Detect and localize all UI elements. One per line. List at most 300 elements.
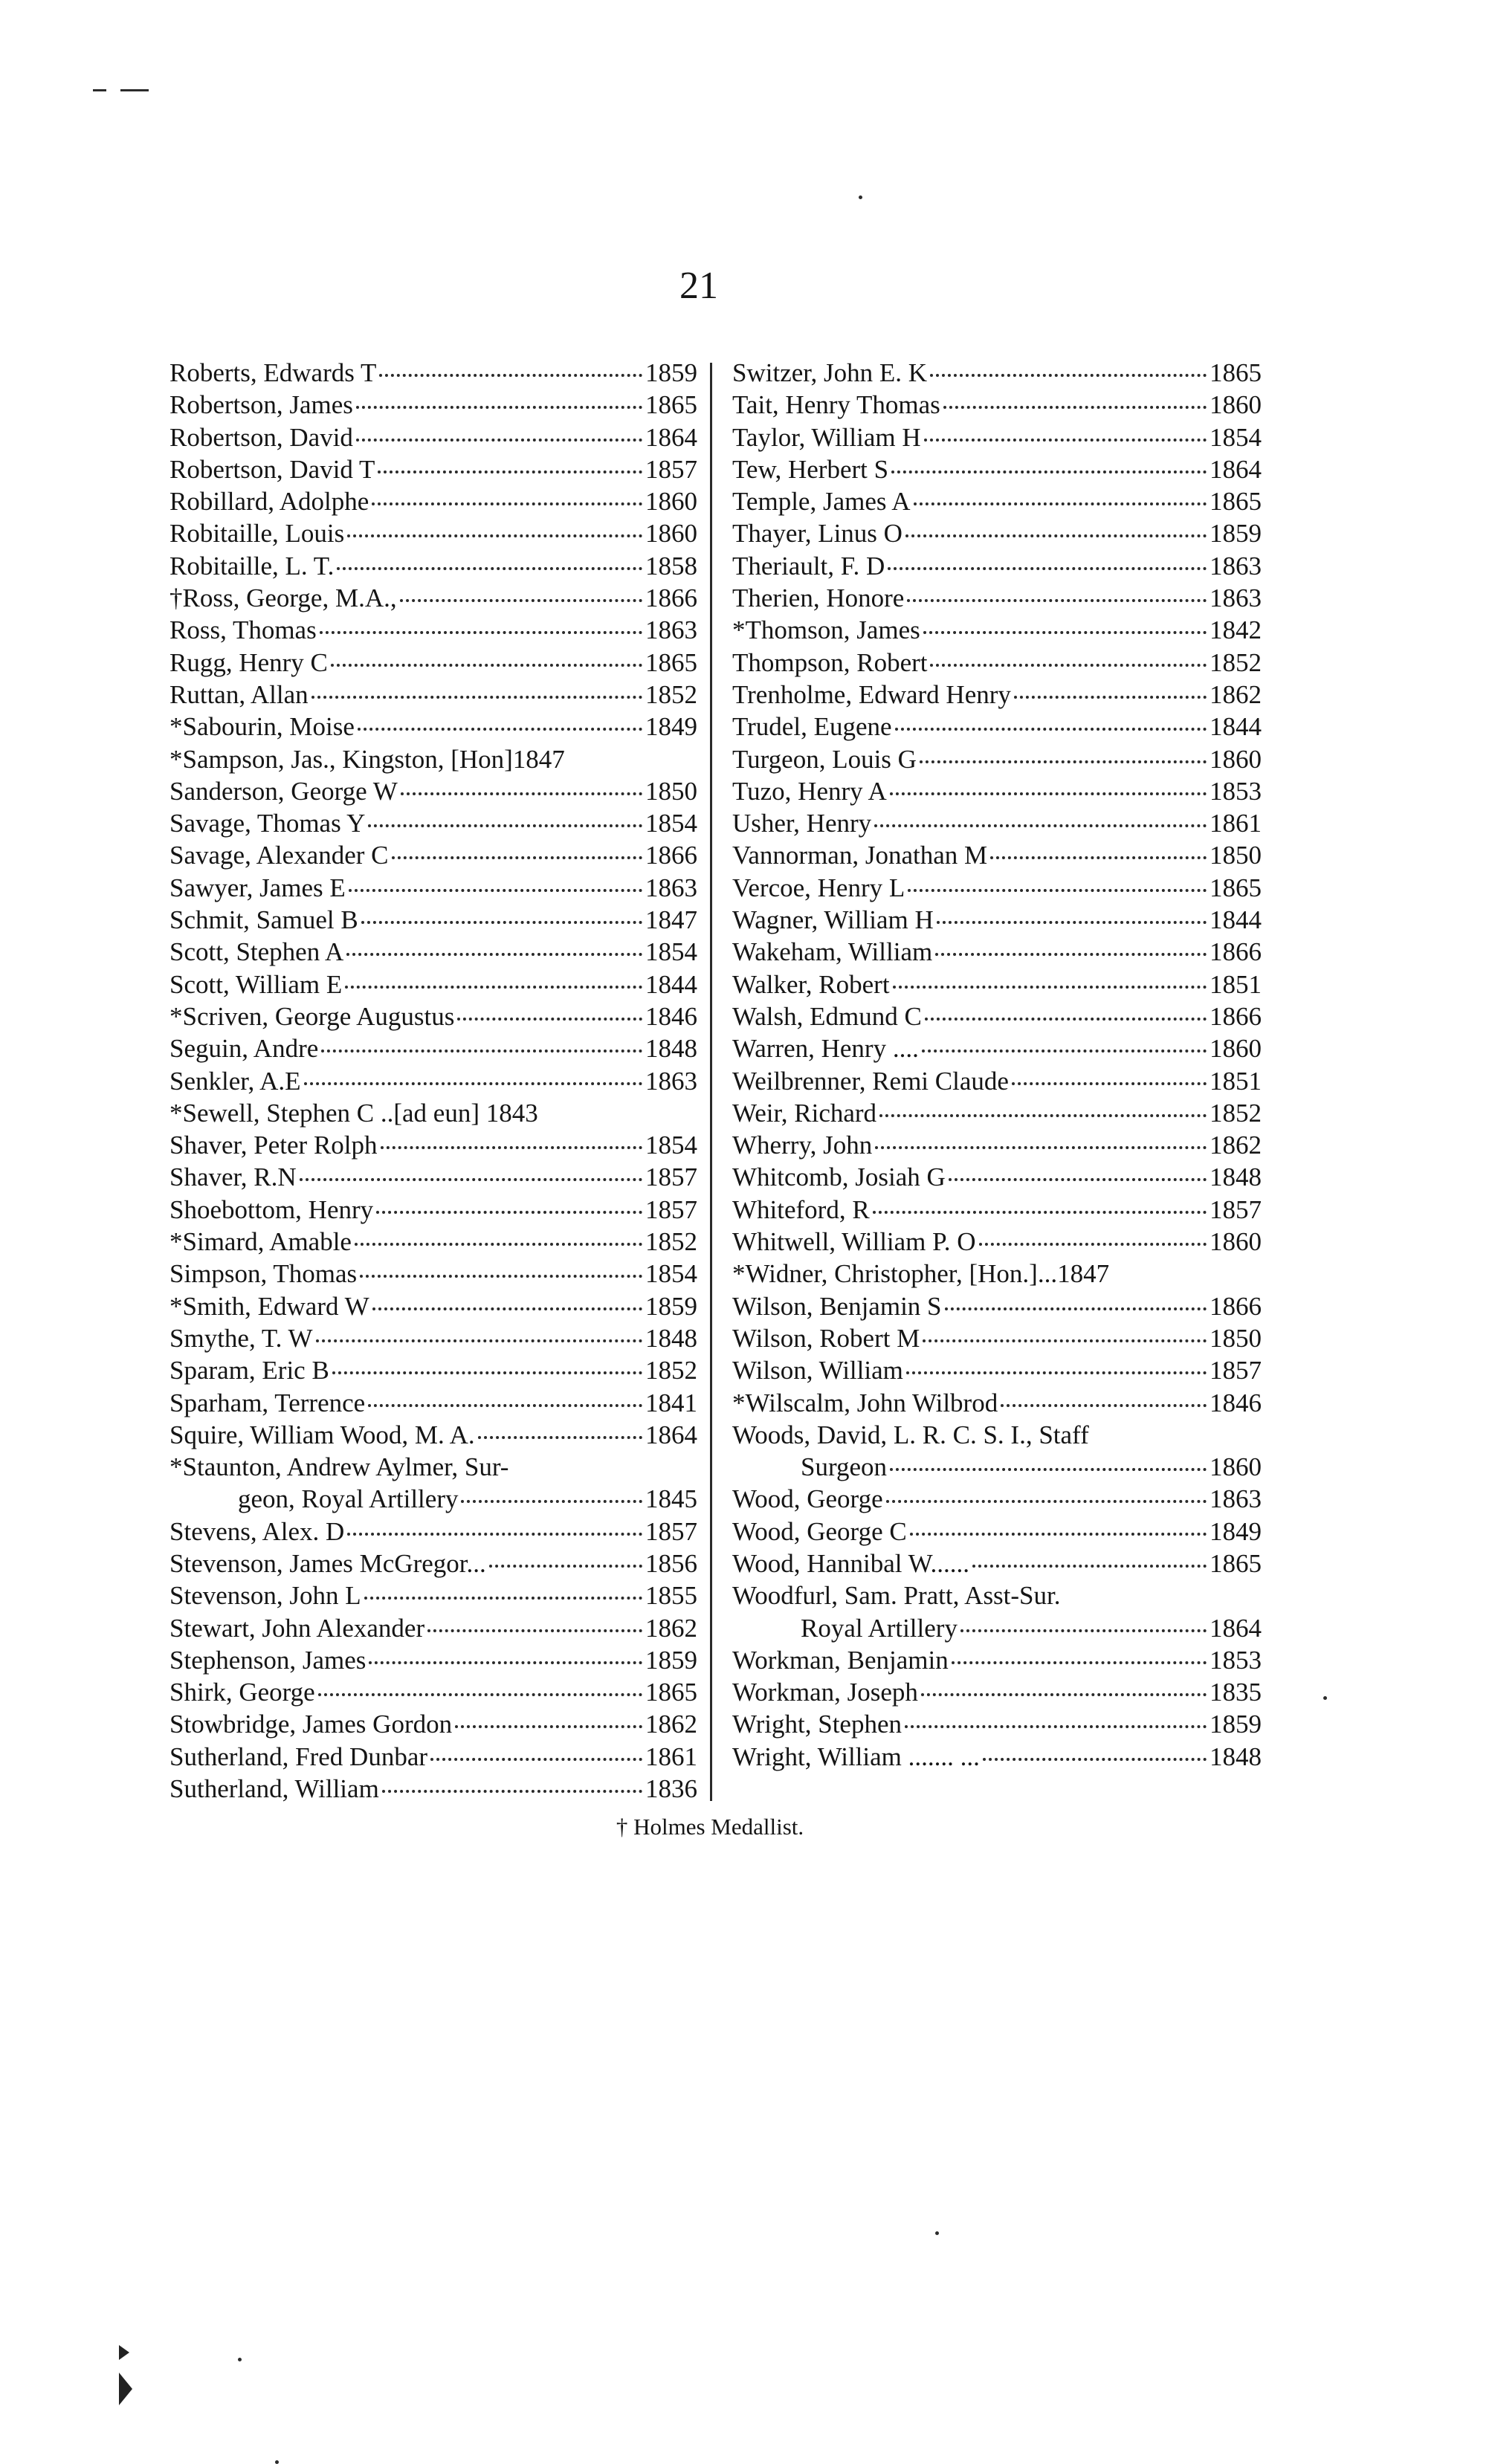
register-entry — [732, 679, 1262, 711]
register-entry — [732, 1097, 1262, 1129]
entry-name: Sutherland, Fred Dunbar — [169, 1742, 428, 1771]
entry-name: Stevenson, James McGregor... — [169, 1548, 486, 1578]
register-entry — [169, 1516, 697, 1548]
entry-year: 1853 — [1210, 776, 1262, 806]
dot-leader — [879, 1114, 1207, 1117]
dot-leader — [372, 502, 642, 505]
entry-year: 1863 — [1210, 583, 1262, 613]
register-entry — [169, 679, 697, 711]
entry-name: Walker, Robert — [732, 969, 890, 999]
entry-name: Shaver, Peter Rolph — [169, 1131, 378, 1160]
entry-year: 1863 — [645, 873, 697, 902]
entry-year: 1848 — [645, 1323, 697, 1353]
dot-leader — [400, 599, 642, 602]
entry-year: 1854 — [645, 937, 697, 967]
dot-leader — [381, 1146, 642, 1149]
register-entry — [732, 453, 1262, 485]
entry-year: 1848 — [645, 1034, 697, 1064]
register-entry — [732, 1226, 1262, 1258]
register-entry — [169, 647, 697, 679]
entry-name: Schmit, Samuel B — [169, 905, 358, 935]
entry-name: Warren, Henry .... — [732, 1034, 919, 1064]
dot-leader — [356, 406, 642, 409]
entry-name: Wood, George — [732, 1484, 883, 1514]
dot-leader — [937, 921, 1207, 924]
entry-year: 1857 — [1210, 1194, 1262, 1224]
entry-year: 1860 — [1210, 1227, 1262, 1257]
entry-year: 1865 — [1210, 358, 1262, 387]
entry-name: *Simard, Amable — [169, 1227, 352, 1257]
dot-leader — [873, 1211, 1207, 1214]
entry-year: 1860 — [645, 487, 697, 517]
dot-leader — [427, 1629, 642, 1632]
stray-dot — [859, 195, 862, 199]
register-entry — [169, 1708, 697, 1740]
register-entry — [732, 936, 1262, 968]
entry-name: Roberts, Edwards T — [169, 358, 377, 387]
entry-name: Temple, James A — [732, 487, 911, 517]
entry-name: Wakeham, William — [732, 937, 933, 967]
register-entry — [169, 1676, 697, 1708]
entry-name: Wilson, Benjamin S — [732, 1291, 942, 1321]
entry-name: Ross, Thomas — [169, 615, 317, 645]
register-entry — [169, 614, 697, 646]
entry-year: 1844 — [645, 969, 697, 999]
register-entry — [169, 936, 697, 968]
entry-year: 1864 — [1210, 454, 1262, 484]
dot-leader — [930, 664, 1207, 667]
register-entry — [169, 839, 697, 871]
entry-name: Robertson, James — [169, 390, 353, 420]
entry-year: 1856 — [645, 1548, 697, 1578]
stray-dot — [238, 2358, 242, 2361]
dot-leader — [922, 1050, 1207, 1052]
dot-leader — [321, 1050, 642, 1052]
entry-name: Shaver, R.N — [169, 1163, 297, 1192]
dot-leader — [346, 953, 642, 956]
dot-leader — [906, 1371, 1207, 1374]
entry-name: Whitwell, William P. O — [732, 1227, 976, 1257]
register-entry — [169, 711, 697, 743]
entry-name: Weir, Richard — [732, 1098, 877, 1128]
dot-leader — [401, 792, 642, 795]
entry-year: 1864 — [645, 1420, 697, 1449]
entry-year: 1852 — [645, 679, 697, 709]
entry-name: Therien, Honore — [732, 583, 905, 613]
entry-name: Robitaille, L. T. — [169, 551, 335, 581]
entry-year: 1857 — [1210, 1356, 1262, 1385]
register-entry — [169, 357, 697, 389]
register-entry — [169, 1194, 697, 1226]
entry-year: 1859 — [1210, 1710, 1262, 1739]
entry-name: Wright, Stephen — [732, 1710, 902, 1739]
register-entry — [732, 1129, 1262, 1161]
dot-leader — [304, 1082, 643, 1085]
dot-leader — [478, 1436, 642, 1439]
register-entry — [732, 839, 1262, 871]
register-entry — [732, 357, 1262, 389]
dot-leader — [355, 1243, 642, 1246]
register-entry — [169, 1354, 697, 1386]
register-entry — [732, 389, 1262, 421]
page-number: 21 — [679, 265, 718, 307]
entry-year: 1852 — [645, 1227, 697, 1257]
entry-name: Royal Artillery — [801, 1613, 958, 1643]
entry-year: 1863 — [1210, 551, 1262, 581]
dot-leader — [914, 502, 1207, 505]
entry-name: Wilson, Robert M — [732, 1323, 920, 1353]
register-entry — [169, 421, 697, 453]
entry-year: 1845 — [645, 1484, 697, 1514]
entry-name: Stevens, Alex. D — [169, 1516, 345, 1546]
entry-name: Wood, George C — [732, 1516, 907, 1546]
dot-leader — [368, 1404, 642, 1407]
register-entry — [169, 969, 697, 1000]
dot-leader — [316, 1339, 643, 1342]
register-entry — [169, 550, 697, 582]
register-entry — [169, 1065, 697, 1097]
register-entry — [169, 775, 697, 807]
register-entry — [732, 775, 1262, 807]
stray-mark — [120, 89, 149, 91]
footnote: † Holmes Medallist. — [616, 1814, 804, 1840]
dot-leader — [378, 471, 642, 473]
entry-year: 1866 — [1210, 937, 1262, 967]
register-entry — [732, 647, 1262, 679]
dot-leader — [924, 439, 1207, 442]
entry-name: *Sewell, Stephen C ..[ad eun] 1843 — [169, 1098, 538, 1128]
register-entry — [169, 1419, 697, 1451]
margin-arrow-icon — [119, 2373, 132, 2405]
dot-leader — [905, 534, 1207, 537]
entry-year: 1860 — [1210, 390, 1262, 420]
entry-year: 1851 — [1210, 1066, 1262, 1096]
entry-year: 1849 — [645, 712, 697, 742]
entry-year: 1865 — [1210, 873, 1262, 902]
entry-year: 1862 — [1210, 1131, 1262, 1160]
register-entry — [169, 1773, 697, 1805]
entry-year: 1849 — [1210, 1516, 1262, 1546]
entry-year: 1863 — [645, 615, 697, 645]
register-entry — [732, 743, 1262, 775]
entry-name: Simpson, Thomas — [169, 1259, 358, 1289]
dot-leader — [972, 1565, 1207, 1568]
entry-year: 1859 — [1210, 519, 1262, 549]
dot-leader — [368, 824, 642, 827]
stray-dot — [935, 2231, 939, 2235]
entry-name: Trudel, Eugene — [732, 712, 892, 742]
entry-name: *Sampson, Jas., Kingston, [Hon]1847 — [169, 744, 565, 774]
entry-name: Savage, Alexander C — [169, 841, 389, 870]
entry-name: Switzer, John E. K — [732, 358, 928, 387]
dot-leader — [364, 1597, 642, 1600]
entry-year: 1857 — [645, 1194, 697, 1224]
entry-year: 1854 — [645, 809, 697, 838]
entry-name: Seguin, Andre — [169, 1034, 319, 1064]
entry-year: 1836 — [645, 1774, 697, 1804]
dot-leader — [905, 1725, 1207, 1728]
entry-name: Wood, Hannibal W...... — [732, 1548, 969, 1578]
entry-year: 1847 — [645, 905, 697, 935]
dot-leader — [935, 953, 1207, 956]
entry-name: Trenholme, Edward Henry — [732, 679, 1011, 709]
entry-year: 1848 — [1210, 1163, 1262, 1192]
entry-year: 1844 — [1210, 712, 1262, 742]
entry-year: 1865 — [645, 647, 697, 677]
dot-leader — [349, 889, 642, 892]
entry-name: Stevenson, John L — [169, 1581, 361, 1611]
entry-year: 1852 — [1210, 647, 1262, 677]
dot-leader — [361, 921, 642, 924]
left-name-column — [169, 357, 697, 1805]
register-entry — [732, 1000, 1262, 1032]
entry-name: Wherry, John — [732, 1131, 873, 1160]
entry-name: Savage, Thomas Y — [169, 809, 366, 838]
register-entry — [732, 1612, 1262, 1644]
entry-year: 1862 — [645, 1613, 697, 1643]
entry-year: 1852 — [1210, 1098, 1262, 1128]
dot-leader — [461, 1500, 642, 1503]
register-entry — [732, 1579, 1262, 1611]
entry-name: *Widner, Christopher, [Hon.]...1847 — [732, 1259, 1110, 1289]
entry-year: 1865 — [1210, 487, 1262, 517]
dot-leader — [331, 664, 642, 667]
entry-name: Vercoe, Henry L — [732, 873, 905, 902]
column-divider — [710, 363, 712, 1801]
dot-leader — [910, 1533, 1207, 1536]
entry-year: 1860 — [1210, 744, 1262, 774]
register-entry — [732, 1387, 1262, 1419]
entry-name: Shoebottom, Henry — [169, 1194, 374, 1224]
entry-year: 1865 — [1210, 1548, 1262, 1578]
entry-year: 1854 — [645, 1131, 697, 1160]
register-entry — [732, 1676, 1262, 1708]
entry-name: Sparam, Eric B — [169, 1356, 329, 1385]
dot-leader — [372, 1307, 642, 1310]
entry-name: *Smith, Edward W — [169, 1291, 369, 1321]
entry-year: 1859 — [645, 358, 697, 387]
register-entry — [732, 904, 1262, 936]
register-entry — [732, 1516, 1262, 1548]
entry-year: 1857 — [645, 454, 697, 484]
entry-year: 1854 — [1210, 422, 1262, 452]
dot-leader — [369, 1661, 642, 1664]
dot-leader — [347, 534, 642, 537]
dot-leader — [923, 1339, 1207, 1342]
register-entry — [169, 582, 697, 614]
entry-year: 1859 — [645, 1645, 697, 1675]
entry-name: Wilson, William — [732, 1356, 903, 1385]
entry-year: 1861 — [645, 1742, 697, 1771]
entry-name: Senkler, A.E — [169, 1066, 301, 1096]
entry-name: Tait, Henry Thomas — [732, 390, 940, 420]
dot-leader — [300, 1178, 642, 1181]
dot-leader — [318, 1693, 642, 1696]
entry-name: Rugg, Henry C — [169, 647, 328, 677]
entry-name: Usher, Henry — [732, 809, 872, 838]
entry-name: Whiteford, R — [732, 1194, 870, 1224]
entry-name: Squire, William Wood, M. A. — [169, 1420, 475, 1449]
dot-leader — [1014, 696, 1207, 699]
entry-year: 1866 — [645, 841, 697, 870]
entry-name: Wagner, William H — [732, 905, 934, 935]
dot-leader — [392, 856, 643, 859]
entry-name: *Wilscalm, John Wilbrod — [732, 1388, 998, 1417]
dot-leader — [930, 374, 1207, 377]
register-entry — [169, 1451, 697, 1483]
dot-leader — [874, 824, 1207, 827]
dot-leader — [430, 1758, 642, 1761]
register-entry — [169, 1290, 697, 1322]
register-entry — [169, 1161, 697, 1193]
entry-year: 1851 — [1210, 969, 1262, 999]
entry-name: Sanderson, George W — [169, 776, 398, 806]
dot-leader — [886, 1500, 1207, 1503]
entry-year: 1863 — [645, 1066, 697, 1096]
entry-year: 1850 — [1210, 1323, 1262, 1353]
dot-leader — [337, 567, 642, 570]
register-entry — [169, 485, 697, 517]
entry-year: 1865 — [645, 390, 697, 420]
entry-name: Woods, David, L. R. C. S. I., Staff — [732, 1420, 1089, 1449]
dot-leader — [925, 1018, 1207, 1021]
dot-leader — [455, 1725, 642, 1728]
entry-name: Tew, Herbert S — [732, 454, 889, 484]
register-entry — [169, 743, 697, 775]
register-entry — [732, 1322, 1262, 1354]
stray-dot — [1323, 1696, 1327, 1700]
entry-year: 1864 — [1210, 1613, 1262, 1643]
entry-name: Tuzo, Henry A — [732, 776, 887, 806]
entry-name: Sparham, Terrence — [169, 1388, 366, 1417]
dot-leader — [360, 1275, 642, 1278]
register-entry — [169, 1097, 697, 1129]
register-entry — [169, 517, 697, 549]
register-entry — [732, 517, 1262, 549]
dot-leader — [332, 1371, 642, 1374]
register-entry — [732, 1644, 1262, 1676]
entry-name: †Ross, George, M.A., — [169, 583, 397, 613]
dot-leader — [1001, 1404, 1207, 1407]
register-entry — [732, 1354, 1262, 1386]
register-entry — [732, 1032, 1262, 1064]
dot-leader — [358, 728, 642, 731]
entry-name: Smythe, T. W — [169, 1323, 313, 1353]
entry-name: Scott, William E — [169, 969, 343, 999]
entry-name: Walsh, Edmund C — [732, 1001, 922, 1031]
entry-year: 1857 — [645, 1516, 697, 1546]
register-entry — [732, 872, 1262, 904]
dot-leader — [382, 1790, 642, 1793]
entry-year: 1855 — [645, 1581, 697, 1611]
stray-mark — [93, 89, 106, 91]
dot-leader — [908, 889, 1207, 892]
entry-year: 1852 — [645, 1356, 697, 1385]
entry-year: 1857 — [645, 1163, 697, 1192]
entry-name: Scott, Stephen A — [169, 937, 344, 967]
register-entry — [169, 1258, 697, 1290]
entry-name: Stowbridge, James Gordon — [169, 1710, 453, 1739]
dot-leader — [1012, 1082, 1207, 1085]
register-entry — [169, 1322, 697, 1354]
register-entry — [732, 711, 1262, 743]
entry-name: Wright, William ....... ... — [732, 1742, 980, 1771]
register-entry — [169, 872, 697, 904]
dot-leader — [952, 1661, 1207, 1664]
entry-name: Turgeon, Louis G — [732, 744, 917, 774]
register-entry — [732, 1290, 1262, 1322]
entry-name: Thayer, Linus O — [732, 519, 903, 549]
entry-year: 1853 — [1210, 1645, 1262, 1675]
dot-leader — [356, 439, 642, 442]
entry-name: Robertson, David — [169, 422, 353, 452]
register-entry — [732, 1419, 1262, 1451]
entry-year: 1861 — [1210, 809, 1262, 838]
dot-leader — [921, 1693, 1207, 1696]
entry-year: 1860 — [645, 519, 697, 549]
entry-year: 1864 — [645, 422, 697, 452]
register-entry — [732, 1161, 1262, 1193]
entry-name: Thompson, Robert — [732, 647, 928, 677]
entry-year: 1841 — [645, 1388, 697, 1417]
entry-year: 1842 — [1210, 615, 1262, 645]
dot-leader — [920, 760, 1207, 763]
register-entry — [732, 807, 1262, 839]
entry-name: *Staunton, Andrew Aylmer, Sur- — [169, 1452, 509, 1482]
entry-name: *Thomson, James — [732, 615, 920, 645]
entry-name: Taylor, William H — [732, 422, 921, 452]
register-entry — [732, 614, 1262, 646]
dot-leader — [347, 1533, 642, 1536]
dot-leader — [891, 471, 1207, 473]
register-entry — [732, 1194, 1262, 1226]
dot-leader — [890, 1468, 1207, 1471]
entry-name: geon, Royal Artillery — [238, 1484, 459, 1514]
register-entry — [732, 582, 1262, 614]
register-entry — [169, 1644, 697, 1676]
register-entry — [169, 1226, 697, 1258]
dot-leader — [320, 631, 642, 634]
register-entry — [169, 1579, 697, 1611]
entry-name: Ruttan, Allan — [169, 679, 309, 709]
entry-year: 1846 — [645, 1001, 697, 1031]
dot-leader — [943, 406, 1207, 409]
entry-name: Woodfurl, Sam. Pratt, Asst-Sur. — [732, 1581, 1061, 1611]
entry-name: Surgeon — [801, 1452, 888, 1482]
register-entry — [732, 1548, 1262, 1579]
entry-year: 1859 — [645, 1291, 697, 1321]
entry-name: Sutherland, William — [169, 1774, 379, 1804]
register-entry — [732, 421, 1262, 453]
register-entry — [732, 1258, 1262, 1290]
register-entry — [169, 453, 697, 485]
register-entry — [732, 1708, 1262, 1740]
entry-name: Workman, Joseph — [732, 1678, 918, 1707]
entry-year: 1848 — [1210, 1742, 1262, 1771]
entry-year: 1850 — [1210, 841, 1262, 870]
dot-leader — [990, 856, 1207, 859]
entry-year: 1866 — [1210, 1001, 1262, 1031]
entry-year: 1835 — [1210, 1678, 1262, 1707]
dot-leader — [345, 986, 642, 989]
entry-year: 1862 — [645, 1710, 697, 1739]
register-entry — [169, 1483, 697, 1515]
dot-leader — [949, 1178, 1207, 1181]
register-entry — [169, 807, 697, 839]
entry-year: 1844 — [1210, 905, 1262, 935]
dot-leader — [379, 374, 642, 377]
entry-name: Sawyer, James E — [169, 873, 346, 902]
